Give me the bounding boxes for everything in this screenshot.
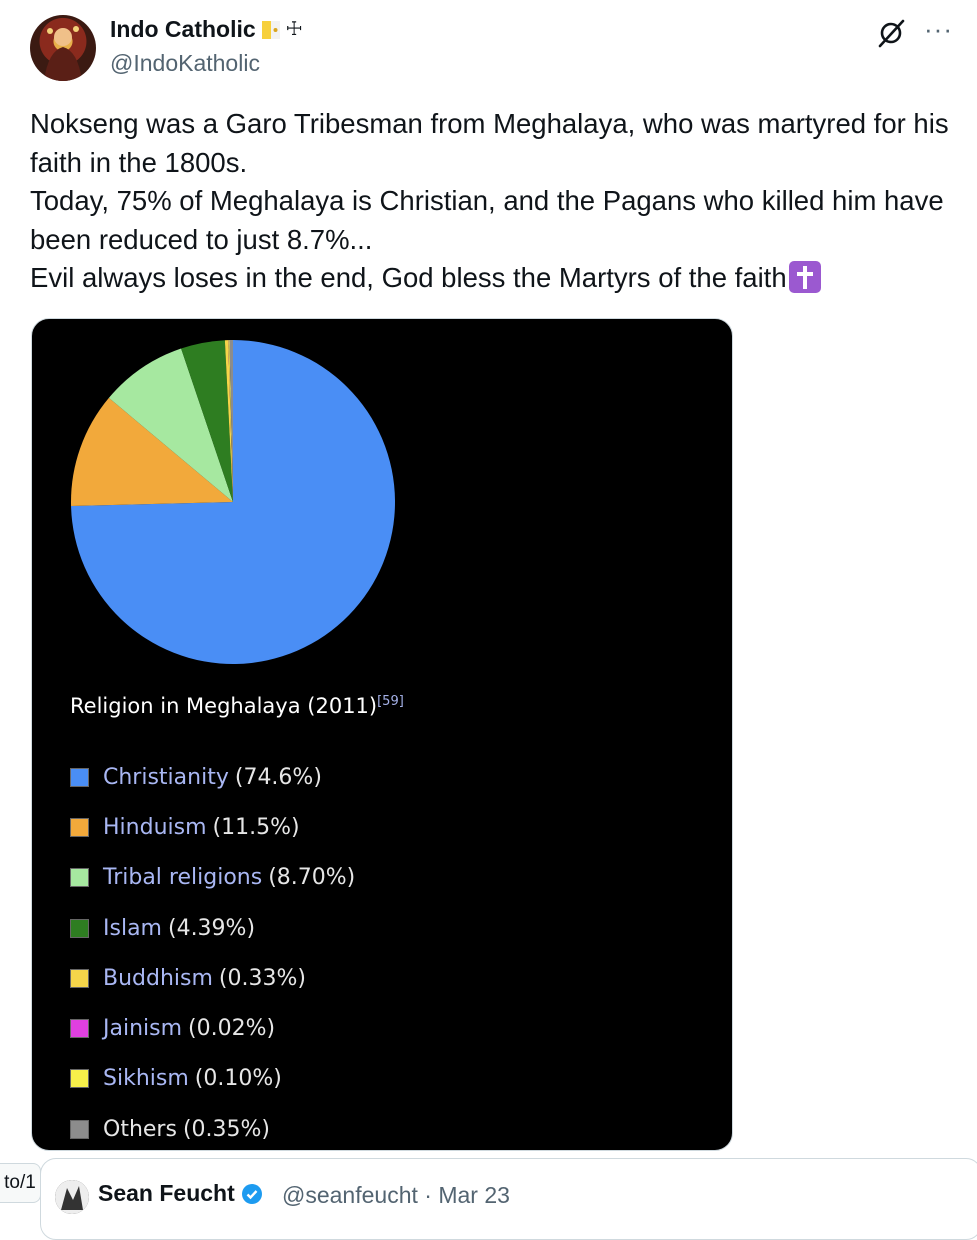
- legend-label: Others: [103, 1116, 177, 1142]
- author-display-name[interactable]: Indo Catholic: [110, 16, 256, 42]
- legend-swatch: [70, 1069, 89, 1088]
- legend-label[interactable]: Sikhism: [103, 1066, 189, 1092]
- legend-item: [70, 903, 355, 953]
- side-tab[interactable]: to/1: [0, 1163, 41, 1203]
- more-icon[interactable]: ···: [924, 14, 953, 44]
- legend-value: (0.33%): [218, 965, 306, 991]
- reply-display-name[interactable]: Sean Feucht: [98, 1180, 235, 1206]
- legend-item: [70, 752, 355, 802]
- cross-badge: ☩: [285, 19, 303, 40]
- vatican-flag-icon: [262, 20, 280, 40]
- legend-swatch: [70, 868, 89, 887]
- latin-cross-emoji-icon: [789, 261, 821, 293]
- chart-title: [70, 694, 404, 718]
- tweet-text: [30, 105, 960, 298]
- legend-swatch: [70, 818, 89, 837]
- legend-label[interactable]: Jainism: [103, 1016, 183, 1042]
- reply-author-name[interactable]: [98, 1180, 263, 1207]
- legend-value: (74.6%): [234, 764, 322, 790]
- author-avatar[interactable]: [30, 15, 96, 81]
- chart-title-ref: [59]: [377, 694, 404, 709]
- legend-value: (0.35%): [182, 1116, 270, 1142]
- reply-avatar[interactable]: [55, 1180, 89, 1214]
- legend-value: (4.39%): [167, 915, 256, 941]
- legend-swatch: [70, 1120, 89, 1139]
- legend-item: [70, 1104, 355, 1151]
- legend-label[interactable]: Christianity: [103, 764, 229, 790]
- legend-label[interactable]: Tribal religions: [103, 865, 263, 891]
- chart-legend: [70, 752, 355, 1151]
- legend-label[interactable]: Hinduism: [103, 814, 207, 840]
- legend-value: (0.02%): [188, 1016, 276, 1042]
- legend-value: (0.10%): [194, 1066, 282, 1092]
- tweet-body: Nokseng was a Garo Tribesman from Meghalaya, who was martyred for his faith in the 1800s. Today, 75% of Meghalaya is Christian, and the Pagans who killed him have been reduced to just 8.7%... Evil always loses in the end, God bless the Martyrs of the faith: [30, 108, 949, 293]
- legend-value: (11.5%): [212, 814, 300, 840]
- legend-item: [70, 853, 355, 903]
- author-handle[interactable]: @IndoKatholic: [110, 50, 260, 76]
- legend-swatch: [70, 768, 89, 787]
- legend-item: [70, 953, 355, 1003]
- pie-chart: [32, 319, 732, 679]
- legend-swatch: [70, 969, 89, 988]
- verified-badge-icon: [241, 1183, 263, 1205]
- legend-label[interactable]: Buddhism: [103, 965, 213, 991]
- chart-title-text: Religion in Meghalaya (2011): [70, 694, 378, 718]
- legend-item: [70, 1054, 355, 1104]
- legend-swatch: [70, 1019, 89, 1038]
- legend-swatch: [70, 919, 89, 938]
- tweet-media-image[interactable]: [31, 318, 733, 1151]
- author-name[interactable]: [110, 16, 303, 43]
- legend-value: (8.70%): [268, 865, 356, 891]
- legend-label[interactable]: Islam: [103, 915, 162, 941]
- legend-item: [70, 802, 355, 852]
- grok-icon[interactable]: [876, 18, 906, 48]
- legend-item: [70, 1003, 355, 1053]
- reply-handle-date[interactable]: @seanfeucht · Mar 23: [282, 1182, 510, 1208]
